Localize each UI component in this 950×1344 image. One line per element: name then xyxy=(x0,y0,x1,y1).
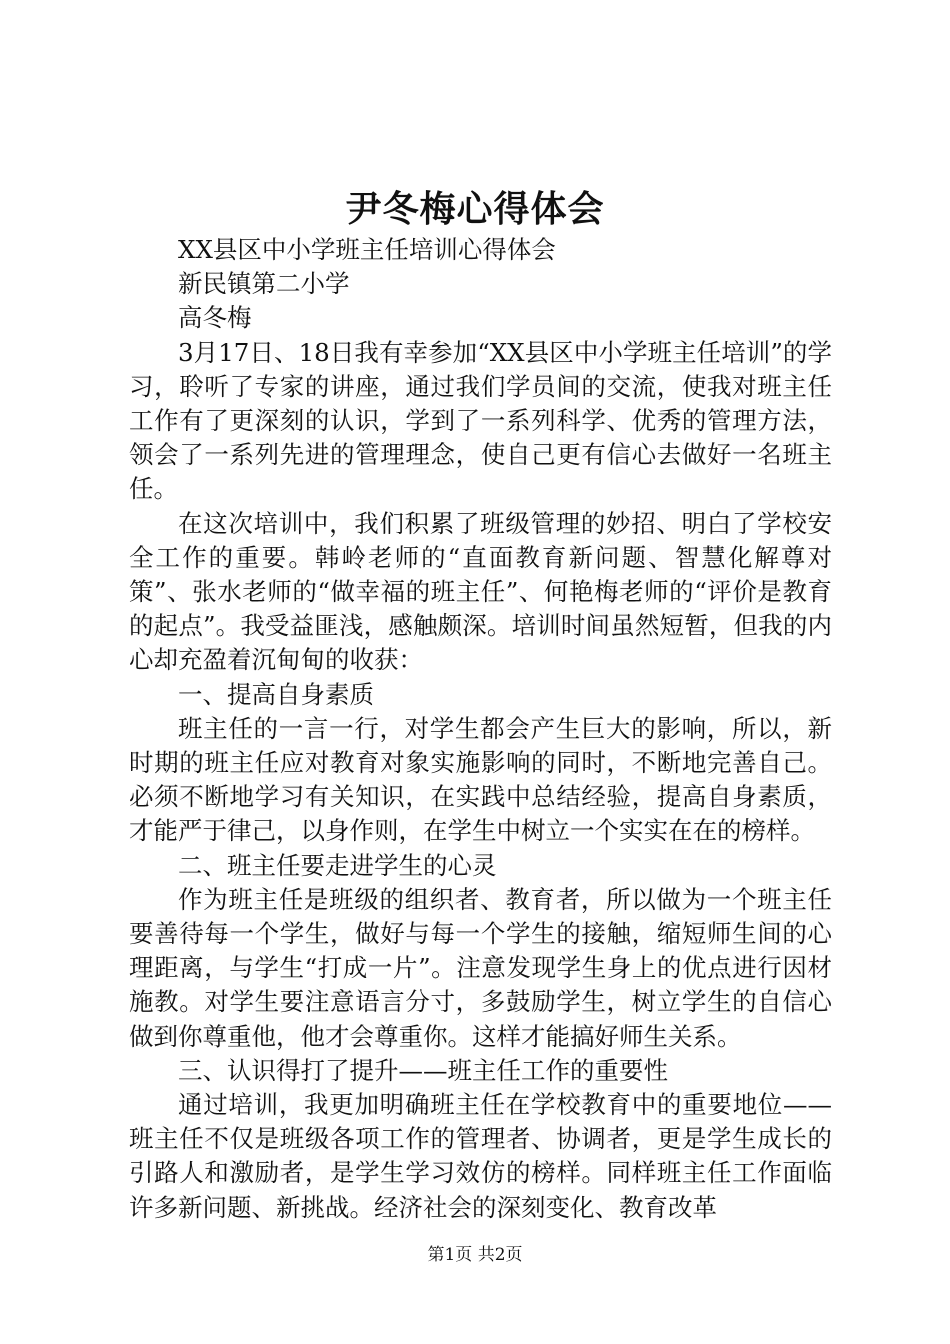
document-body xyxy=(129,233,832,1225)
paragraph-subtitle: XX县区中小学班主任培训心得体会 xyxy=(178,235,556,264)
paragraph-author: 高冬梅 xyxy=(178,303,252,333)
paragraph-intro: 3月17日、18日我有幸参加“XX县区中小学班主任培训”的学习，聆听了专家的讲座，通过我们学员间的交流，使我对班主任工作有了更深刻的认识，学到了一系列科学、优秀的管理方法，领会了一系列先进的管理理念，使自己更有信心去做好一名班主任。 xyxy=(129,337,832,504)
paragraph-training: 在这次培训中，我们积累了班级管理的妙招、明白了学校安全工作的重要。韩岭老师的“直面教育新问题、智慧化解尊对策”、张水老师的“做幸福的班主任”、何艳梅老师的“评价是教育的起点”。我受益匪浅，感触颇深。培训时间虽然短暂，但我的内心却充盈着沉甸甸的收获： xyxy=(129,508,832,675)
section-heading-2: 二、班主任要走进学生的心灵 xyxy=(178,850,497,880)
paragraph-section-3: 通过培训，我更加明确班主任在学校教育中的重要地位——班主任不仅是班级各项工作的管理者、协调者，更是学生成长的引路人和激励者，是学生学习效仿的榜样。同样班主任工作面临许多新问题、新挑战。经济社会的深刻变化、教育改革 xyxy=(129,1090,832,1222)
page-footer: 第1页 共2页 xyxy=(427,1245,523,1265)
section-heading-1: 一、提高自身素质 xyxy=(178,679,374,709)
paragraph-school: 新民镇第二小学 xyxy=(178,269,350,299)
paragraph-section-1: 班主任的一言一行，对学生都会产生巨大的影响，所以，新时期的班主任应对教育对象实施影响的同时，不断地完善自己。必须不断地学习有关知识，在实践中总结经验，提高自身素质，才能严于律己，以身作则，在学生中树立一个实实在在的榜样。 xyxy=(129,713,832,846)
section-heading-3: 三、认识得打了提升——班主任工作的重要性 xyxy=(178,1055,668,1085)
paragraph-section-2: 作为班主任是班级的组织者、教育者，所以做为一个班主任要善待每一个学生，做好与每一个学生的接触，缩短师生间的心理距离，与学生“打成一片”。注意发现学生身上的优点进行因材施教。对学生要注意语言分寸，多鼓励学生，树立学生的自信心做到你尊重他，他才会尊重你。这样才能搞好师生关系。 xyxy=(129,884,832,1051)
document-title: 尹冬梅心得体会 xyxy=(345,188,605,230)
